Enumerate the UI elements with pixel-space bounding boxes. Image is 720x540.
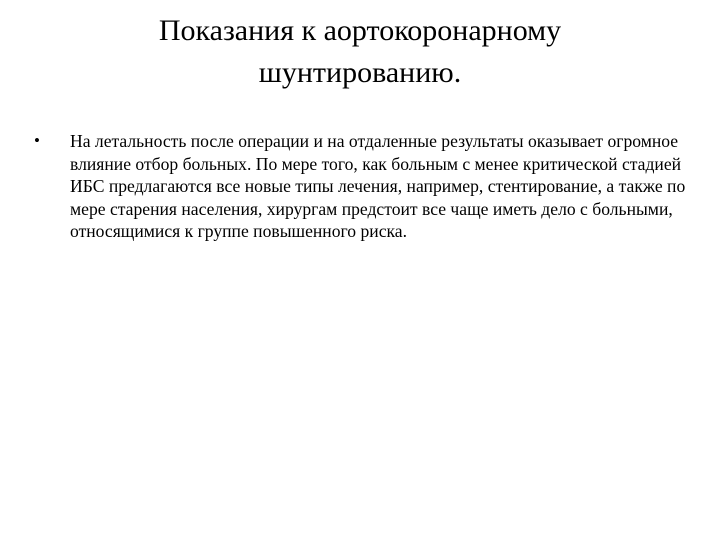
bullet-marker-icon: • bbox=[34, 131, 40, 150]
slide-title-line-1: Показания к аортокоронарному bbox=[158, 14, 562, 47]
bullet-list bbox=[34, 130, 694, 243]
slide-title-line-2: шунтированию. bbox=[258, 56, 462, 89]
bullet-text: На летальность после операции и на отдаленные результаты оказывает огромное влияние отбор больных. По мере того, как больным с менее критической стадией ИБС предлагаются все новые типы лечения, например, стентирование, а также по мере старения населения, хирургам предстоит все чаще иметь дело с больными, относящимися к группе повышенного риска. bbox=[70, 131, 686, 241]
slide-title bbox=[60, 10, 660, 94]
bullet-item bbox=[34, 130, 694, 243]
